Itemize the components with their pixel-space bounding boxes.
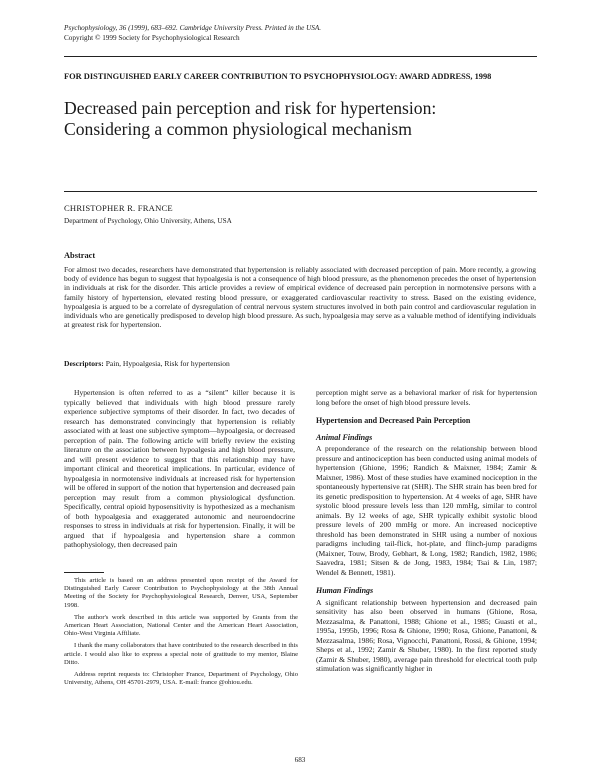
intro-continuation: perception might serve as a behavioral marker of risk for hypertension long before the onset of high blood pressure levels. bbox=[316, 388, 537, 407]
title-rule bbox=[64, 191, 537, 192]
keywords-list: Pain, Hypoalgesia, Risk for hypertension bbox=[105, 359, 230, 368]
journal-header bbox=[64, 24, 321, 43]
footnote: The author's work described in this article was supported by Grants from the American Heart Association, National Center and the American Heart Association, Ohio-West Virginia Affiliate. bbox=[64, 613, 298, 638]
page-number: 683 bbox=[294, 756, 306, 764]
header-rule bbox=[64, 56, 537, 57]
author-name: CHRISTOPHER R. FRANCE bbox=[64, 203, 173, 213]
article-title bbox=[64, 98, 544, 140]
footnote: This article is based on an address presented upon receipt of the Award for Distinguished Early Career Contribution to Psychophysiology at the 38th Annual Meeting of the Society for Psychophysiological Research, Denver, USA, September 1998. bbox=[64, 577, 298, 609]
footnote: I thank the many collaborators that have contributed to the research described in this article. I would also like to express a special note of gratitude to my mentor, Blaine Ditto. bbox=[64, 642, 298, 666]
subsection-heading-human: Human Findings bbox=[316, 586, 374, 595]
abstract-text: For almost two decades, researchers have demonstrated that hypertension is reliably associated with decreased perception of pain. More recently, a growing body of evidence has begun to suggest that hypoalgesia is not a consequence of high blood pressure, as the phenomenon precedes the onset of hypertension in individuals at risk for the disorder. This article provides a review of empirical evidence of decreased pain perception in normotensive persons with a family history of hypertension, elevated resting blood pressure, or exaggerated cardiovascular reactivity to stress. Based on the existing evidence, hypoalgesia is argued to be a correlate of dysregulation of central nervous system structures involved in both pain control and cardiovascular regulation in individuals who are genetically predisposed to develop high blood pressure. As such, hypoalgesia may serve as a valuable method of identifying individuals at greatest risk for hypertension. bbox=[64, 265, 536, 330]
human-findings-paragraph: A significant relationship between hypertension and decreased pain sensitivity has also been observed in humans (Ghione, Rosa, Mezzasalma, & Panattoni, 1988; Ghione et al., 1985; Guasti et al., 1995a, 1995b, 1996; Rosa & Ghione, 1990; Rosa, Ghione, Panattoni, & Mezzasalma, 1986; Rosa, Vignocchi, Panattoni, Rossi, & Ghione, 1994; Sheps et al., 1992; Zamir & Shuber, 1980). In the first reported study (Zamir & Shuber, 1980), average pain threshold for electrical tooth pulp stimulation was significantly higher in bbox=[316, 597, 537, 673]
footnotes bbox=[64, 577, 298, 691]
abstract-heading: Abstract bbox=[64, 251, 96, 260]
copyright-line: Copyright © 1999 Society for Psychophysiological Research bbox=[64, 33, 240, 42]
award-heading: FOR DISTINGUISHED EARLY CAREER CONTRIBUTION TO PSYCHOPHYSIOLOGY: AWARD ADDRESS, 1998 bbox=[64, 72, 492, 81]
title-line-2: Considering a common physiological mechanism bbox=[64, 119, 412, 139]
subsection-heading-animal: Animal Findings bbox=[316, 432, 373, 442]
column-left bbox=[64, 388, 295, 550]
keywords bbox=[64, 359, 230, 368]
column-right bbox=[316, 388, 537, 674]
keywords-label: Descriptors: bbox=[64, 359, 104, 368]
section-heading: Hypertension and Decreased Pain Perception bbox=[316, 416, 471, 425]
animal-findings-paragraph: A preponderance of the research on the relationship between blood pressure and antinociception has been conducted using animal models of hypertension (Ghione, 1996; Randich & Maixner, 1984; Zamir & Maixner, 1986). Most of these studies have examined nociception in the spontaneously hypertensive rat (SHR). The SHR strain has been bred for its genetic predisposition to hypertension. At 4 weeks of age, SHR have systolic blood pressure levels less than 120 mmHg, similar to control animals. By 12 weeks of age, SHR typically exhibit systolic blood pressure levels of 200 mmHg or more. An increased nociceptive threshold has been demonstrated in SHR using a number of noxious paradigms including tail-flick, hot-plate, and flinch-jump paradigms (Maixner, Touw, Brody, Gebhart, & Long, 1982; Randich, 1982, 1986; Saavedra, 1981; Sitsen & de Jong, 1983, 1984; Tsai & Lin, 1987; Wendel & Bennett, 1981). bbox=[316, 444, 537, 577]
author-affiliation: Department of Psychology, Ohio University, Athens, USA bbox=[64, 217, 232, 225]
title-line-1: Decreased pain perception and risk for hypertension: bbox=[64, 98, 437, 118]
journal-citation: Psychophysiology, 36 (1999), 683–692. Cambridge University Press. Printed in the USA. bbox=[64, 24, 322, 32]
footnote: Address reprint requests to: Christopher France, Department of Psychology, Ohio University, Athens, OH 45701-2979, USA. E-mail: france @ohiou.edu. bbox=[64, 671, 298, 687]
footnote-rule bbox=[64, 572, 104, 573]
intro-paragraph: Hypertension is often referred to as a “silent” killer because it is typically believed that individuals with high blood pressure rarely experience subjective symptoms of their disorder. In fact, two decades of research has demonstrated convincingly that hypertension is reliably associated with at least one subjective symptom—hypoalgesia, or decreased perception of pain. The following article will briefly review the existing literature on the association between hypoalgesia and high blood pressure, and will present evidence to suggest that this relationship may have important clinical and theoretical implications. In particular, evidence of hypoalgesia in normotensive individuals at increased risk for hypertension will be offered in support of the notion that hypertension and decreased pain perception may result from a common physiological dysfunction. Specifically, central opioid hyposensitivity is hypothesized as a mechanism of both hypoalgesia and exaggerated autonomic and neuroendocrine responses to stress in individuals at risk for hypertension. Finally, it will be argued that if hypoalgesia and hypertension share a common pathophysiology, then decreased pain bbox=[64, 388, 295, 549]
